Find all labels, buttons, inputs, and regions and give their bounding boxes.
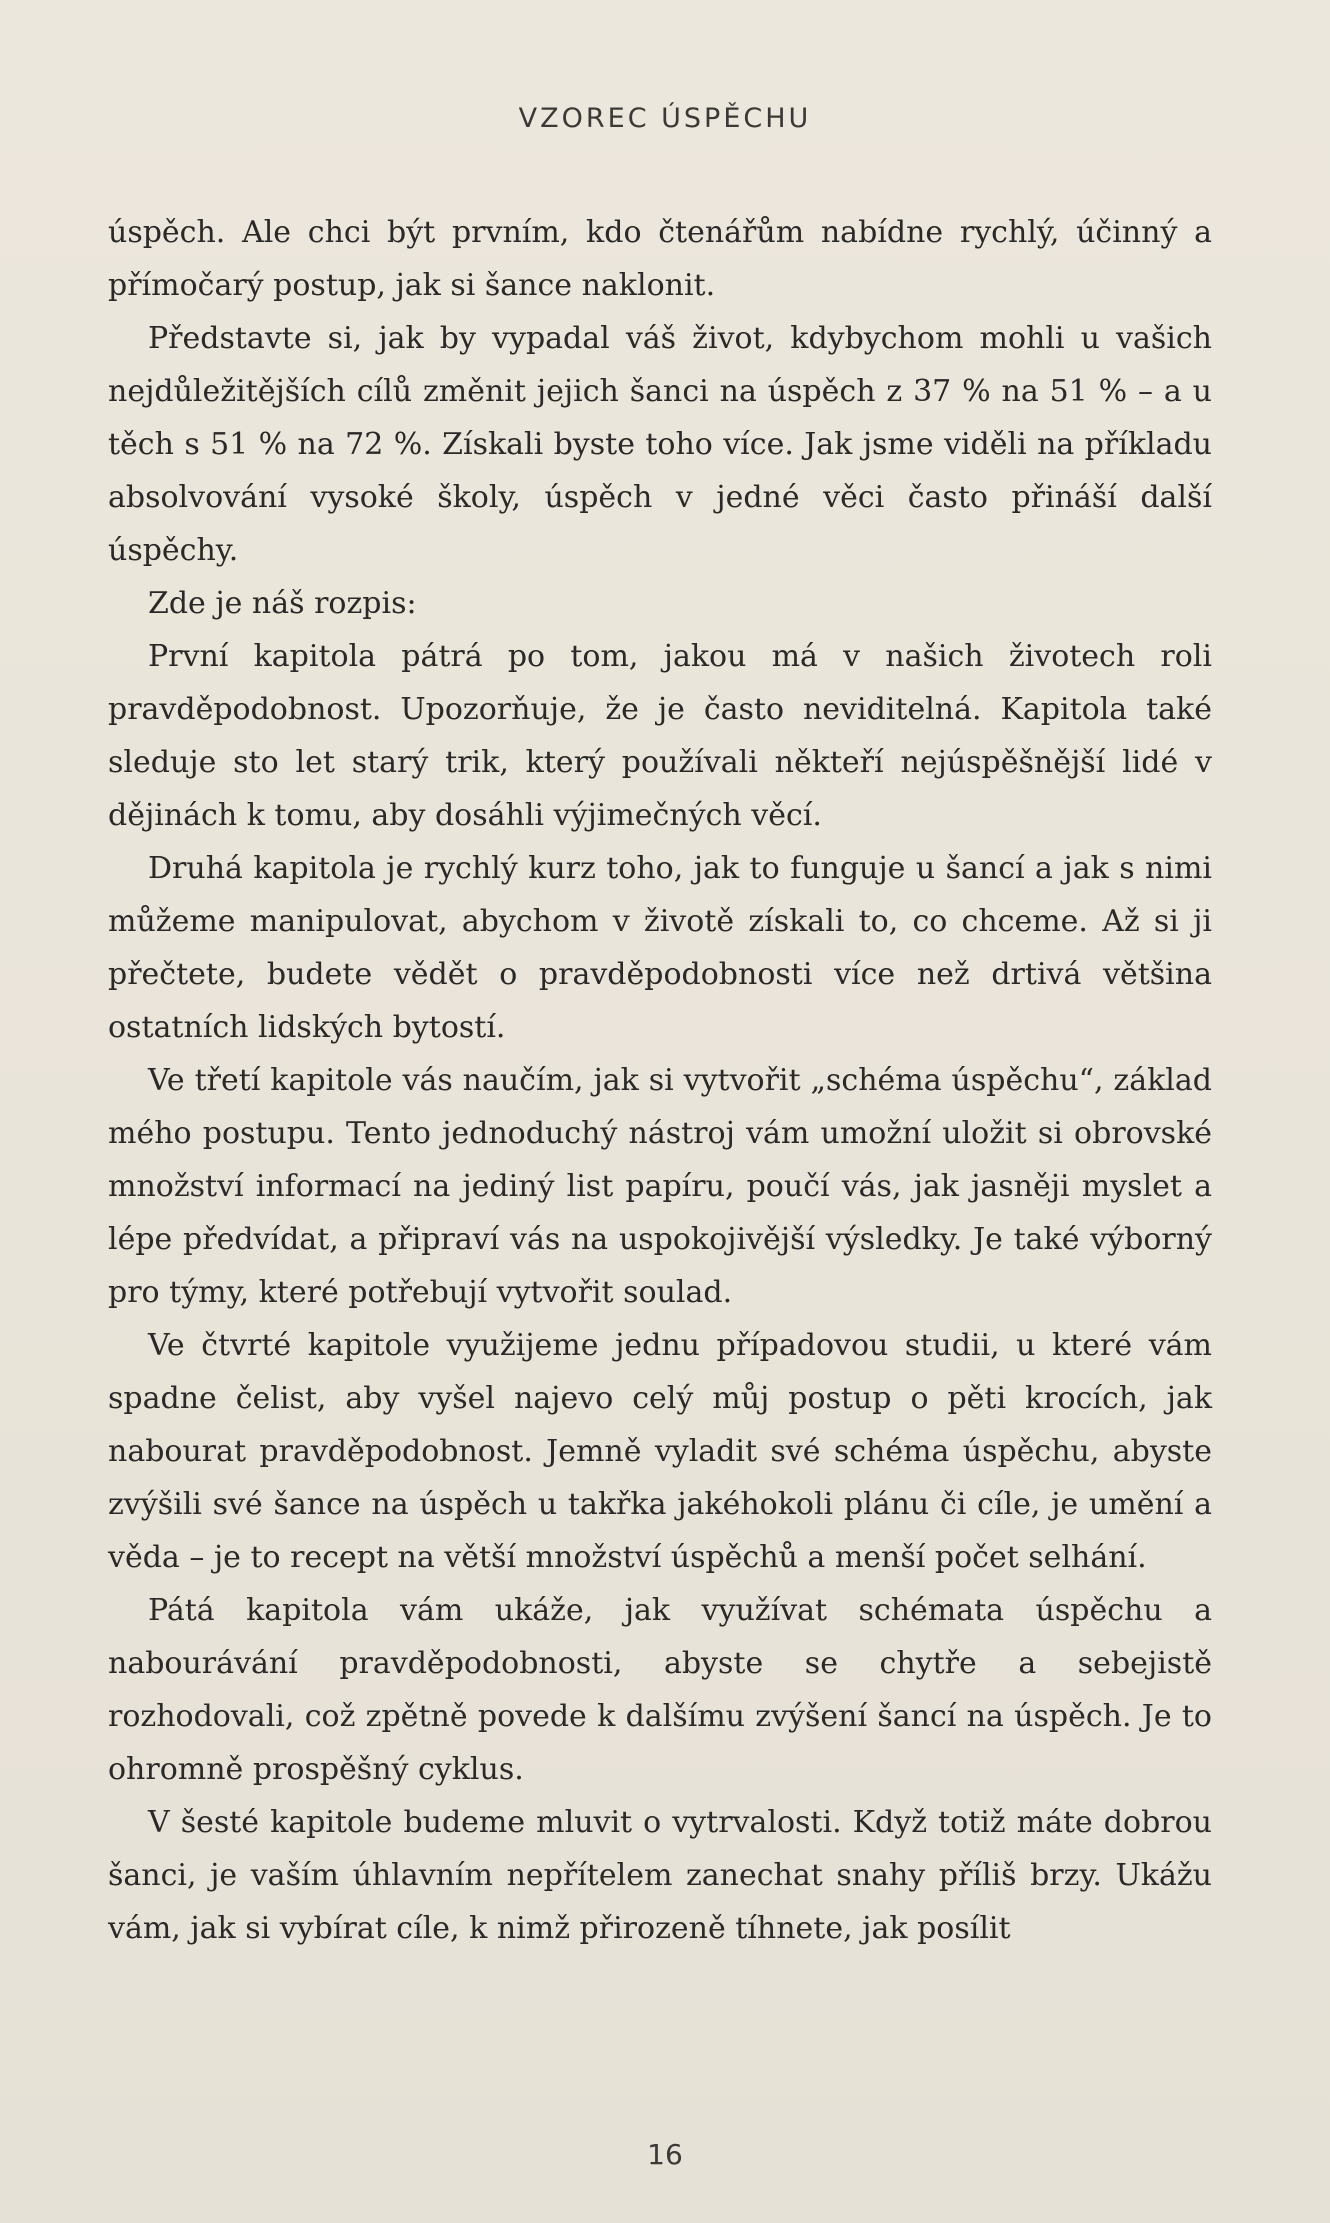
paragraph: V šesté kapitole budeme mluvit o vytrvalosti. Když totiž máte dobrou šanci, je vaším úhlavním nepřítelem zanechat snahy příliš brzy. Ukážu vám, jak si vybírat cíle, k nimž přirozeně tíhnete, jak posílit (108, 1805, 1212, 1946)
page-number: 16 (647, 2138, 683, 2171)
running-title: VZOREC ÚSPĚCHU (518, 103, 812, 134)
paragraph: Ve čtvrté kapitole využijeme jednu případovou studii, u které vám spadne čelist, aby vyšel najevo celý můj postup o pěti krocích, jak nabourat pravděpodobnost. Jemně vyladit své schéma úspěchu, abyste zvýšili své šance na úspěch u takřka jakéhokoli plánu či cíle, je umění a věda – je to recept na větší množství úspěchů a menší počet selhání. (108, 1328, 1212, 1575)
paragraph: První kapitola pátrá po tom, jakou má v našich životech roli pravděpodobnost. Upozorňuje, že je často neviditelná. Kapitola také sleduje sto let starý trik, který používali někteří nejúspěšnější lidé v dějinách k tomu, aby dosáhli výjimečných věcí. (108, 639, 1212, 833)
paragraph: Druhá kapitola je rychlý kurz toho, jak to funguje u šancí a jak s nimi můžeme manipulovat, abychom v životě získali to, co chceme. Až si ji přečtete, budete vědět o pravděpodobnosti více než drtivá většina ostatních lidských bytostí. (108, 851, 1212, 1045)
body-text (108, 206, 1212, 1955)
paragraph: Ve třetí kapitole vás naučím, jak si vytvořit „schéma úspěchu“, základ mého postupu. Tento jednoduchý nástroj vám umožní uložit si obrovské množství informací na jediný list papíru, poučí vás, jak jasněji myslet a lépe předvídat, a připraví vás na uspokojivější výsledky. Je také výborný pro týmy, které potřebují vytvořit soulad. (108, 1063, 1212, 1310)
paragraph: Zde je náš rozpis: (148, 586, 417, 621)
paragraph: Pátá kapitola vám ukáže, jak využívat schémata úspěchu a nabourávání pravděpodobnosti, abyste se chytře a sebejistě rozhodovali, což zpětně povede k dalšímu zvýšení šancí na úspěch. Je to ohromně prospěšný cyklus. (108, 1593, 1212, 1787)
paragraph-continuation: úspěch. Ale chci být prvním, kdo čtenářům nabídne rychlý, účinný a přímočarý postup, jak si šance naklonit. (108, 215, 1212, 303)
paragraph: Představte si, jak by vypadal váš život, kdybychom mohli u vašich nejdůležitějších cílů změnit jejich šanci na úspěch z 37 % na 51 % – a u těch s 51 % na 72 %. Získali byste toho více. Jak jsme viděli na příkladu absolvování vysoké školy, úspěch v jedné věci často přináší další úspěchy. (108, 321, 1212, 568)
